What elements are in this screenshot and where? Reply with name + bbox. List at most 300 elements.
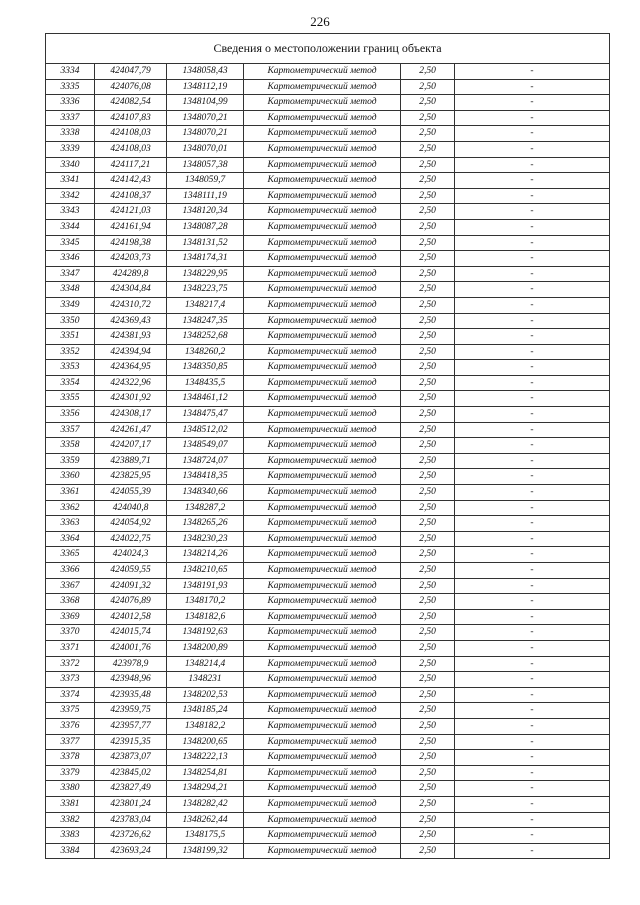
point-number-cell: 3342 [46,188,95,204]
y-coordinate-cell: 1348170,2 [167,594,244,610]
x-coordinate-cell: 423889,71 [95,453,167,469]
y-coordinate-cell: 1348435,5 [167,375,244,391]
accuracy-cell: 2,50 [401,703,455,719]
point-number-cell: 3344 [46,219,95,235]
table-row [46,407,609,423]
boundary-table-frame [45,33,610,859]
x-coordinate-cell: 424001,76 [95,640,167,656]
accuracy-cell: 2,50 [401,516,455,532]
description-cell: - [455,781,610,797]
accuracy-cell: 2,50 [401,640,455,656]
description-cell: - [455,235,610,251]
description-cell: - [455,438,610,454]
table-row [46,531,609,547]
accuracy-cell: 2,50 [401,485,455,501]
method-cell: Картометрический метод [244,828,401,844]
x-coordinate-cell: 423873,07 [95,750,167,766]
method-cell: Картометрический метод [244,266,401,282]
table-row [46,453,609,469]
point-number-cell: 3353 [46,360,95,376]
description-cell: - [455,672,610,688]
method-cell: Картометрический метод [244,173,401,189]
accuracy-cell: 2,50 [401,344,455,360]
description-cell: - [455,516,610,532]
y-coordinate-cell: 1348199,32 [167,843,244,858]
description-cell: - [455,266,610,282]
table-row [46,297,609,313]
method-cell: Картометрический метод [244,500,401,516]
point-number-cell: 3378 [46,750,95,766]
y-coordinate-cell: 1348182,2 [167,718,244,734]
point-number-cell: 3360 [46,469,95,485]
description-cell: - [455,95,610,111]
description-cell: - [455,173,610,189]
method-cell: Картометрический метод [244,329,401,345]
description-cell: - [455,812,610,828]
method-cell: Картометрический метод [244,344,401,360]
y-coordinate-cell: 1348231 [167,672,244,688]
table-row [46,360,609,376]
point-number-cell: 3359 [46,453,95,469]
method-cell: Картометрический метод [244,640,401,656]
table-row [46,578,609,594]
x-coordinate-cell: 424082,54 [95,95,167,111]
x-coordinate-cell: 424289,8 [95,266,167,282]
accuracy-cell: 2,50 [401,173,455,189]
accuracy-cell: 2,50 [401,95,455,111]
accuracy-cell: 2,50 [401,282,455,298]
point-number-cell: 3376 [46,718,95,734]
point-number-cell: 3361 [46,485,95,501]
point-number-cell: 3369 [46,609,95,625]
x-coordinate-cell: 423948,96 [95,672,167,688]
y-coordinate-cell: 1348340,66 [167,485,244,501]
x-coordinate-cell: 424024,3 [95,547,167,563]
table-row [46,563,609,579]
accuracy-cell: 2,50 [401,812,455,828]
method-cell: Картометрический метод [244,204,401,220]
method-cell: Картометрический метод [244,547,401,563]
description-cell: - [455,157,610,173]
coordinates-table-body [46,64,609,858]
y-coordinate-cell: 1348475,47 [167,407,244,423]
table-row [46,204,609,220]
point-number-cell: 3366 [46,563,95,579]
description-cell: - [455,219,610,235]
y-coordinate-cell: 1348260,2 [167,344,244,360]
method-cell: Картометрический метод [244,594,401,610]
point-number-cell: 3375 [46,703,95,719]
x-coordinate-cell: 424076,89 [95,594,167,610]
point-number-cell: 3383 [46,828,95,844]
accuracy-cell: 2,50 [401,563,455,579]
accuracy-cell: 2,50 [401,500,455,516]
point-number-cell: 3364 [46,531,95,547]
x-coordinate-cell: 424015,74 [95,625,167,641]
x-coordinate-cell: 424012,58 [95,609,167,625]
method-cell: Картометрический метод [244,157,401,173]
x-coordinate-cell: 424108,37 [95,188,167,204]
method-cell: Картометрический метод [244,375,401,391]
y-coordinate-cell: 1348104,99 [167,95,244,111]
description-cell: - [455,734,610,750]
method-cell: Картометрический метод [244,141,401,157]
method-cell: Картометрический метод [244,313,401,329]
y-coordinate-cell: 1348512,02 [167,422,244,438]
point-number-cell: 3372 [46,656,95,672]
accuracy-cell: 2,50 [401,219,455,235]
table-row [46,64,609,79]
point-number-cell: 3338 [46,126,95,142]
method-cell: Картометрический метод [244,407,401,423]
y-coordinate-cell: 1348418,35 [167,469,244,485]
x-coordinate-cell: 423957,77 [95,718,167,734]
description-cell: - [455,79,610,95]
description-cell: - [455,609,610,625]
method-cell: Картометрический метод [244,734,401,750]
x-coordinate-cell: 423935,48 [95,687,167,703]
accuracy-cell: 2,50 [401,157,455,173]
point-number-cell: 3341 [46,173,95,189]
table-row [46,594,609,610]
method-cell: Картометрический метод [244,438,401,454]
method-cell: Картометрический метод [244,422,401,438]
x-coordinate-cell: 423693,24 [95,843,167,858]
accuracy-cell: 2,50 [401,79,455,95]
table-row [46,672,609,688]
accuracy-cell: 2,50 [401,422,455,438]
method-cell: Картометрический метод [244,765,401,781]
y-coordinate-cell: 1348059,7 [167,173,244,189]
y-coordinate-cell: 1348131,52 [167,235,244,251]
x-coordinate-cell: 424381,93 [95,329,167,345]
y-coordinate-cell: 1348254,81 [167,765,244,781]
description-cell: - [455,110,610,126]
x-coordinate-cell: 424117,21 [95,157,167,173]
point-number-cell: 3377 [46,734,95,750]
accuracy-cell: 2,50 [401,578,455,594]
table-row [46,516,609,532]
method-cell: Картометрический метод [244,110,401,126]
table-row [46,640,609,656]
accuracy-cell: 2,50 [401,251,455,267]
point-number-cell: 3343 [46,204,95,220]
y-coordinate-cell: 1348265,26 [167,516,244,532]
table-row [46,266,609,282]
method-cell: Картометрический метод [244,469,401,485]
point-number-cell: 3335 [46,79,95,95]
accuracy-cell: 2,50 [401,672,455,688]
method-cell: Картометрический метод [244,703,401,719]
table-row [46,500,609,516]
description-cell: - [455,796,610,812]
point-number-cell: 3356 [46,407,95,423]
accuracy-cell: 2,50 [401,64,455,79]
x-coordinate-cell: 424369,43 [95,313,167,329]
y-coordinate-cell: 1348287,2 [167,500,244,516]
accuracy-cell: 2,50 [401,656,455,672]
y-coordinate-cell: 1348120,34 [167,204,244,220]
x-coordinate-cell: 424108,03 [95,126,167,142]
x-coordinate-cell: 424308,17 [95,407,167,423]
table-row [46,843,609,858]
point-number-cell: 3381 [46,796,95,812]
table-row [46,734,609,750]
description-cell: - [455,594,610,610]
x-coordinate-cell: 424059,55 [95,563,167,579]
y-coordinate-cell: 1348214,4 [167,656,244,672]
description-cell: - [455,375,610,391]
accuracy-cell: 2,50 [401,625,455,641]
x-coordinate-cell: 424076,08 [95,79,167,95]
x-coordinate-cell: 424161,94 [95,219,167,235]
description-cell: - [455,407,610,423]
description-cell: - [455,360,610,376]
description-cell: - [455,485,610,501]
y-coordinate-cell: 1348210,65 [167,563,244,579]
x-coordinate-cell: 424047,79 [95,64,167,79]
method-cell: Картометрический метод [244,188,401,204]
point-number-cell: 3363 [46,516,95,532]
table-row [46,718,609,734]
description-cell: - [455,204,610,220]
accuracy-cell: 2,50 [401,407,455,423]
x-coordinate-cell: 424310,72 [95,297,167,313]
point-number-cell: 3334 [46,64,95,79]
y-coordinate-cell: 1348185,24 [167,703,244,719]
description-cell: - [455,656,610,672]
table-row [46,282,609,298]
y-coordinate-cell: 1348070,21 [167,110,244,126]
method-cell: Картометрический метод [244,687,401,703]
y-coordinate-cell: 1348202,53 [167,687,244,703]
x-coordinate-cell: 423978,9 [95,656,167,672]
accuracy-cell: 2,50 [401,469,455,485]
method-cell: Картометрический метод [244,391,401,407]
accuracy-cell: 2,50 [401,750,455,766]
description-cell: - [455,718,610,734]
table-row [46,173,609,189]
y-coordinate-cell: 1348070,21 [167,126,244,142]
method-cell: Картометрический метод [244,578,401,594]
accuracy-cell: 2,50 [401,313,455,329]
point-number-cell: 3370 [46,625,95,641]
method-cell: Картометрический метод [244,812,401,828]
y-coordinate-cell: 1348112,19 [167,79,244,95]
method-cell: Картометрический метод [244,360,401,376]
accuracy-cell: 2,50 [401,531,455,547]
coordinates-table [46,64,609,858]
y-coordinate-cell: 1348174,31 [167,251,244,267]
point-number-cell: 3357 [46,422,95,438]
table-row [46,656,609,672]
x-coordinate-cell: 424054,92 [95,516,167,532]
accuracy-cell: 2,50 [401,204,455,220]
y-coordinate-cell: 1348182,6 [167,609,244,625]
y-coordinate-cell: 1348262,44 [167,812,244,828]
description-cell: - [455,843,610,858]
x-coordinate-cell: 423825,95 [95,469,167,485]
description-cell: - [455,640,610,656]
description-cell: - [455,828,610,844]
table-row [46,812,609,828]
y-coordinate-cell: 1348200,65 [167,734,244,750]
accuracy-cell: 2,50 [401,297,455,313]
method-cell: Картометрический метод [244,531,401,547]
accuracy-cell: 2,50 [401,235,455,251]
table-row [46,157,609,173]
x-coordinate-cell: 423915,35 [95,734,167,750]
description-cell: - [455,297,610,313]
method-cell: Картометрический метод [244,251,401,267]
table-row [46,485,609,501]
x-coordinate-cell: 424108,03 [95,141,167,157]
y-coordinate-cell: 1348229,95 [167,266,244,282]
description-cell: - [455,750,610,766]
y-coordinate-cell: 1348282,42 [167,796,244,812]
table-row [46,344,609,360]
table-row [46,79,609,95]
description-cell: - [455,126,610,142]
y-coordinate-cell: 1348175,5 [167,828,244,844]
method-cell: Картометрический метод [244,516,401,532]
accuracy-cell: 2,50 [401,734,455,750]
point-number-cell: 3358 [46,438,95,454]
x-coordinate-cell: 423959,75 [95,703,167,719]
description-cell: - [455,251,610,267]
y-coordinate-cell: 1348214,26 [167,547,244,563]
description-cell: - [455,329,610,345]
y-coordinate-cell: 1348461,12 [167,391,244,407]
table-row [46,781,609,797]
accuracy-cell: 2,50 [401,391,455,407]
method-cell: Картометрический метод [244,64,401,79]
description-cell: - [455,313,610,329]
point-number-cell: 3362 [46,500,95,516]
y-coordinate-cell: 1348252,68 [167,329,244,345]
y-coordinate-cell: 1348057,38 [167,157,244,173]
x-coordinate-cell: 424207,17 [95,438,167,454]
accuracy-cell: 2,50 [401,765,455,781]
table-row [46,828,609,844]
description-cell: - [455,687,610,703]
point-number-cell: 3382 [46,812,95,828]
description-cell: - [455,625,610,641]
description-cell: - [455,703,610,719]
table-row [46,375,609,391]
method-cell: Картометрический метод [244,781,401,797]
accuracy-cell: 2,50 [401,360,455,376]
method-cell: Картометрический метод [244,453,401,469]
table-row [46,703,609,719]
x-coordinate-cell: 423827,49 [95,781,167,797]
x-coordinate-cell: 424301,92 [95,391,167,407]
accuracy-cell: 2,50 [401,266,455,282]
y-coordinate-cell: 1348111,19 [167,188,244,204]
description-cell: - [455,469,610,485]
y-coordinate-cell: 1348087,28 [167,219,244,235]
point-number-cell: 3355 [46,391,95,407]
table-row [46,251,609,267]
table-row [46,126,609,142]
accuracy-cell: 2,50 [401,687,455,703]
description-cell: - [455,422,610,438]
accuracy-cell: 2,50 [401,843,455,858]
x-coordinate-cell: 424142,43 [95,173,167,189]
accuracy-cell: 2,50 [401,110,455,126]
y-coordinate-cell: 1348247,35 [167,313,244,329]
point-number-cell: 3345 [46,235,95,251]
method-cell: Картометрический метод [244,609,401,625]
y-coordinate-cell: 1348350,85 [167,360,244,376]
point-number-cell: 3337 [46,110,95,126]
point-number-cell: 3346 [46,251,95,267]
description-cell: - [455,531,610,547]
table-row [46,391,609,407]
description-cell: - [455,282,610,298]
x-coordinate-cell: 424203,73 [95,251,167,267]
description-cell: - [455,563,610,579]
method-cell: Картометрический метод [244,95,401,111]
table-row [46,438,609,454]
point-number-cell: 3347 [46,266,95,282]
accuracy-cell: 2,50 [401,453,455,469]
point-number-cell: 3340 [46,157,95,173]
accuracy-cell: 2,50 [401,718,455,734]
description-cell: - [455,765,610,781]
table-row [46,625,609,641]
point-number-cell: 3384 [46,843,95,858]
point-number-cell: 3351 [46,329,95,345]
point-number-cell: 3374 [46,687,95,703]
y-coordinate-cell: 1348294,21 [167,781,244,797]
x-coordinate-cell: 424055,39 [95,485,167,501]
method-cell: Картометрический метод [244,126,401,142]
x-coordinate-cell: 424261,47 [95,422,167,438]
x-coordinate-cell: 424107,83 [95,110,167,126]
x-coordinate-cell: 424198,38 [95,235,167,251]
page-number: 226 [310,14,330,29]
description-cell: - [455,453,610,469]
description-cell: - [455,188,610,204]
table-row [46,469,609,485]
method-cell: Картометрический метод [244,656,401,672]
y-coordinate-cell: 1348200,89 [167,640,244,656]
y-coordinate-cell: 1348549,07 [167,438,244,454]
point-number-cell: 3367 [46,578,95,594]
y-coordinate-cell: 1348192,63 [167,625,244,641]
x-coordinate-cell: 424364,95 [95,360,167,376]
point-number-cell: 3339 [46,141,95,157]
table-row [46,110,609,126]
description-cell: - [455,141,610,157]
x-coordinate-cell: 424040,8 [95,500,167,516]
point-number-cell: 3380 [46,781,95,797]
x-coordinate-cell: 424394,94 [95,344,167,360]
method-cell: Картометрический метод [244,297,401,313]
y-coordinate-cell: 1348222,13 [167,750,244,766]
x-coordinate-cell: 423801,24 [95,796,167,812]
table-row [46,765,609,781]
description-cell: - [455,344,610,360]
method-cell: Картометрический метод [244,843,401,858]
accuracy-cell: 2,50 [401,609,455,625]
table-row [46,219,609,235]
x-coordinate-cell: 424022,75 [95,531,167,547]
y-coordinate-cell: 1348217,4 [167,297,244,313]
accuracy-cell: 2,50 [401,329,455,345]
method-cell: Картометрический метод [244,750,401,766]
